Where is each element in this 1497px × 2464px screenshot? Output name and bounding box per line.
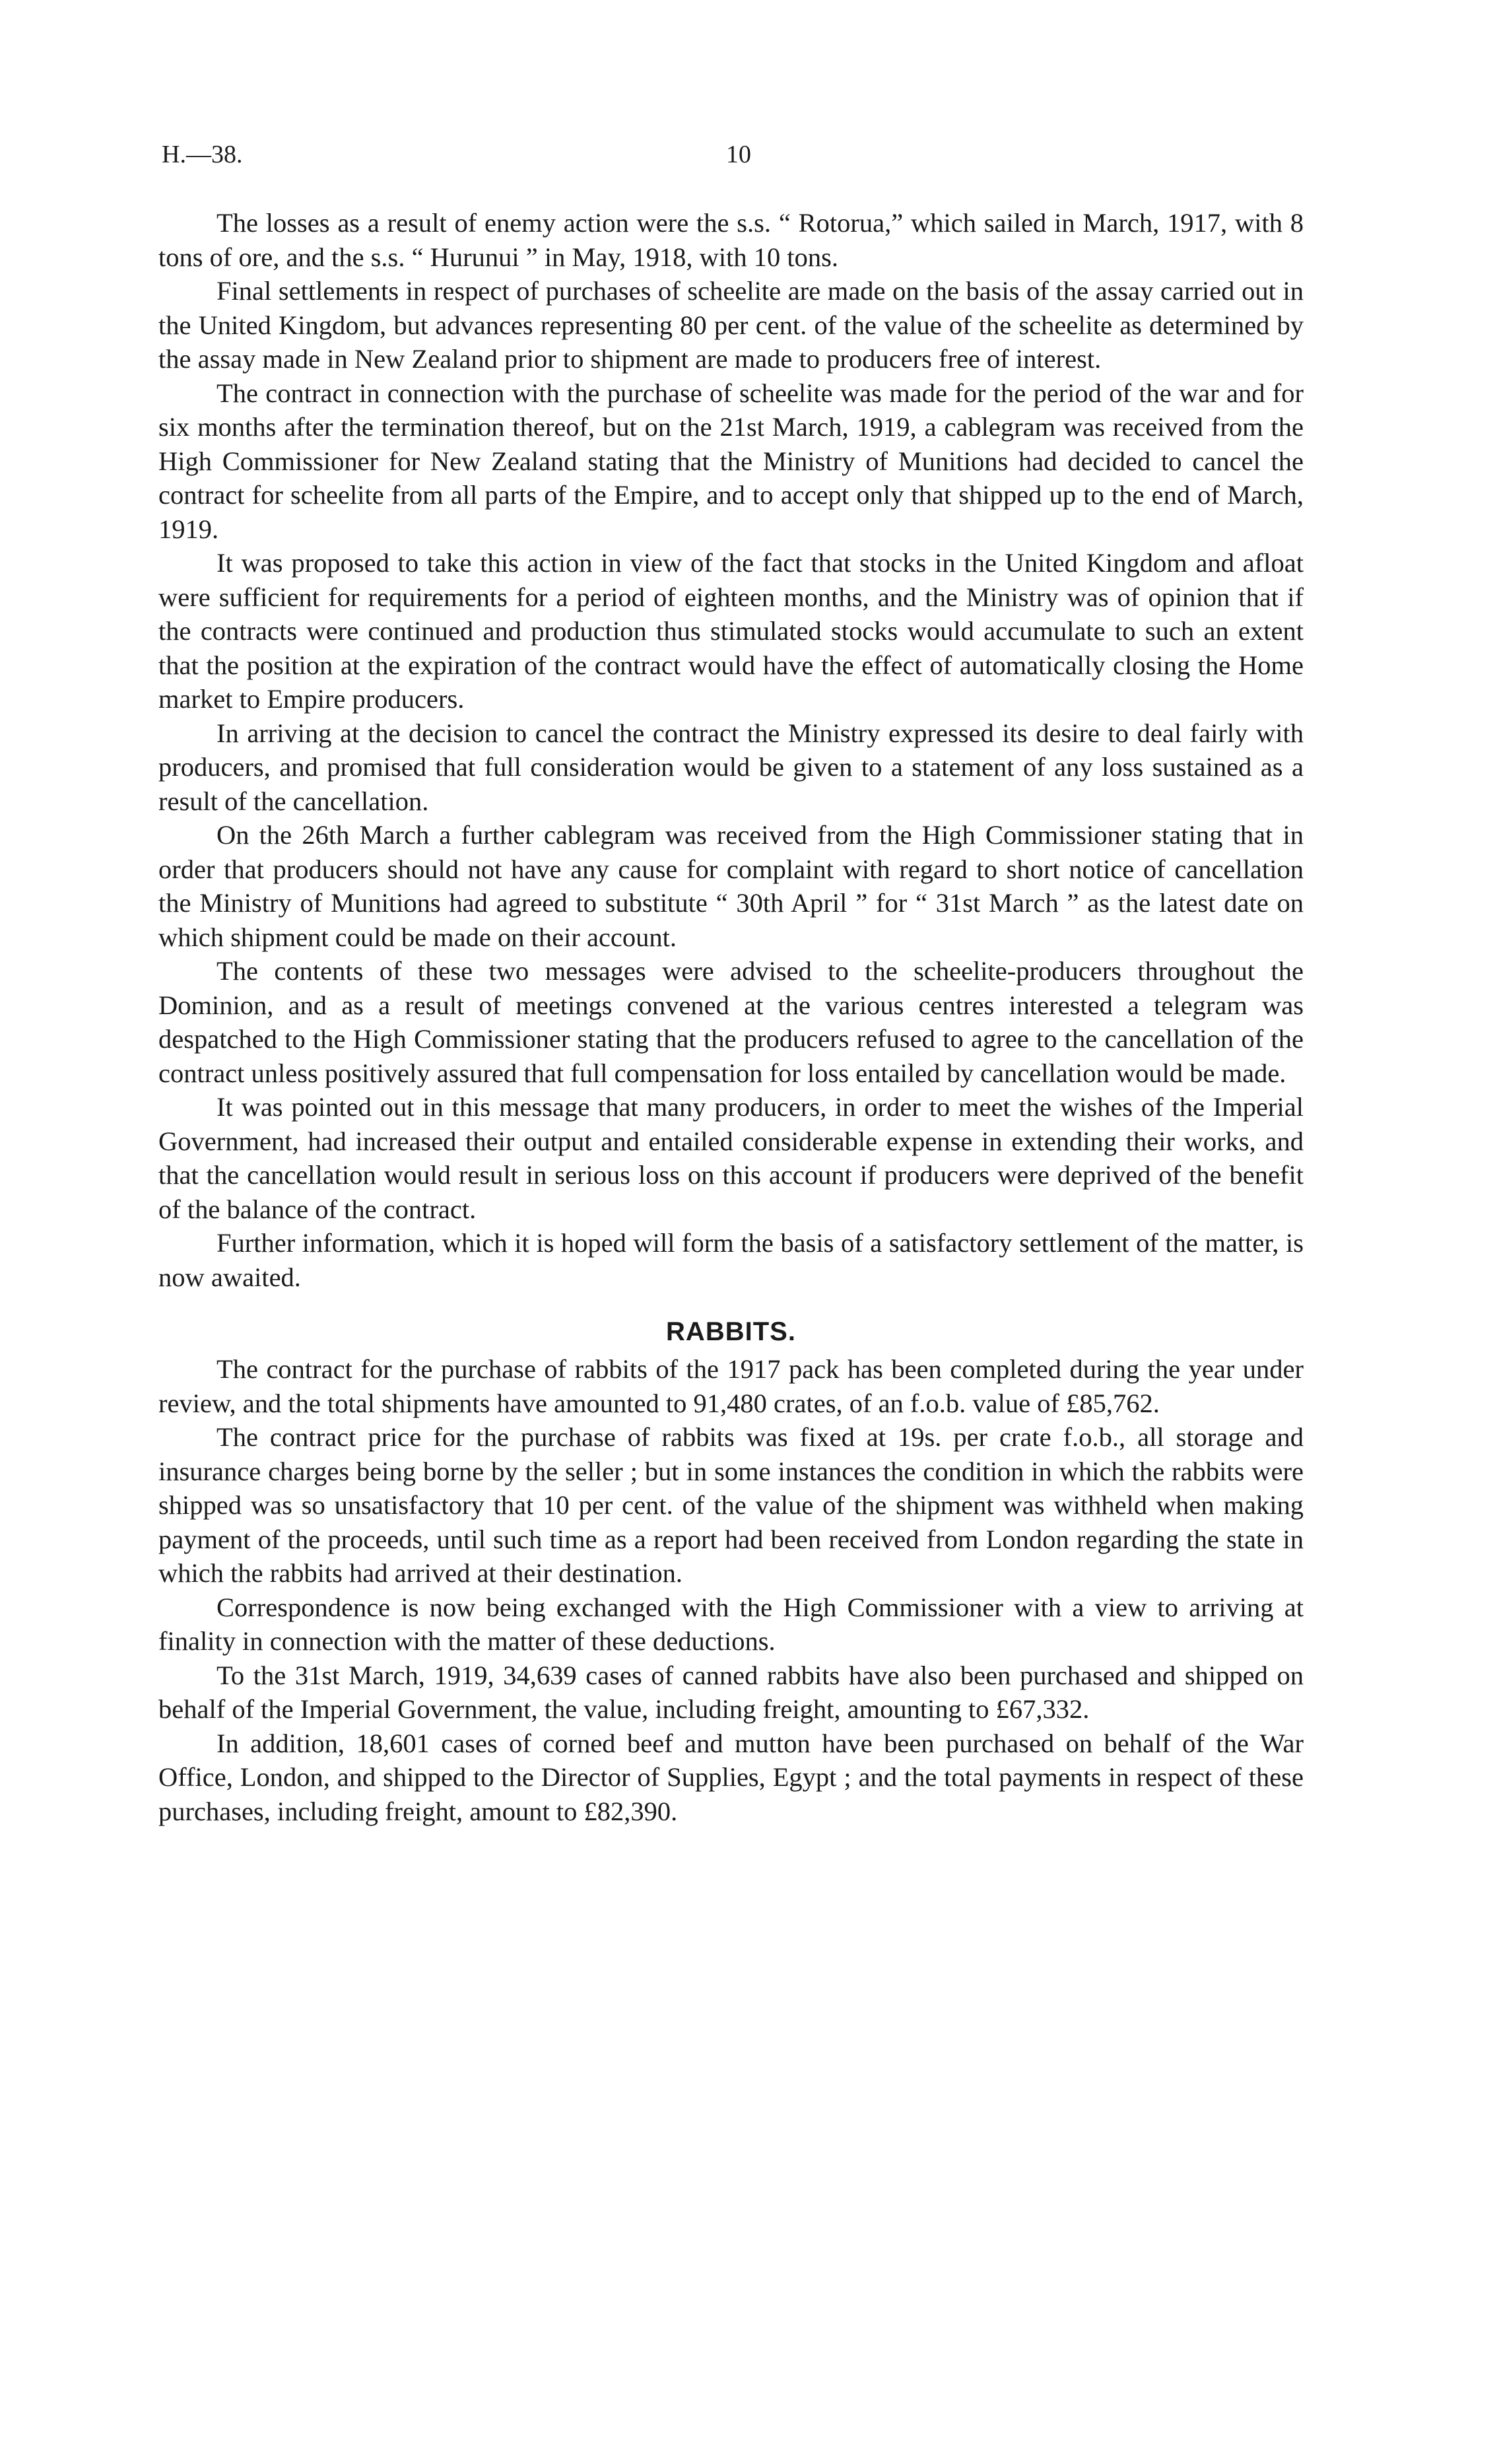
paragraph: In arriving at the decision to cancel the contract the Ministry expressed its desire to deal fairly with producers, and promised that full consideration would be given to a statement of any loss sustained as a result of the cancellation. [158, 718, 1304, 816]
paragraph: Correspondence is now being exchanged with the High Commissioner with a view to arriving at finality in connection with the matter of these deductions. [158, 1592, 1304, 1656]
document-reference: H.—38. [162, 141, 243, 168]
rabbits-section [158, 1352, 1304, 1828]
paragraph: The contract price for the purchase of rabbits was fixed at 19s. per crate f.o.b., all storage and insurance charges being borne by the seller ; but in some instances the condition in which the rabbits were shipped was so unsatisfactory that 10 per cent. of the value of the shipment was withheld when making payment of the proceeds, until such time as a report had been received from London regarding the state in which the rabbits had arrived at their destination. [158, 1422, 1304, 1588]
paragraph: The contract in connection with the purchase of scheelite was made for the period of the war and for six months after the termination thereof, but on the 21st March, 1919, a cablegram was received from the High Commissioner for New Zealand stating that the Ministry of Munitions had decided to cancel the contract for scheelite from all parts of the Empire, and to accept only that shipped up to the end of March, 1919. [158, 378, 1304, 544]
page-body [158, 206, 1304, 1828]
paragraph: Further information, which it is hoped will form the basis of a satisfactory settlement of the matter, is now awaited. [158, 1228, 1304, 1292]
paragraph: The losses as a result of enemy action were the s.s. “ Rotorua,” which sailed in March, 1917, with 8 tons of ore, and the s.s. “ Hurunui ” in May, 1918, with 10 tons. [158, 208, 1304, 272]
scheelite-section [158, 206, 1304, 1294]
paragraph: The contents of these two messages were advised to the scheelite-producers throughout the Dominion, and as a result of meetings convened at the various centres interested a telegram was despatched to the High Commissioner stating that the producers refused to agree to the cancellation of the contract unless positively assured that full compensation for loss entailed by cancellation would be made. [158, 956, 1304, 1088]
paragraph: To the 31st March, 1919, 34,639 cases of canned rabbits have also been purchased and shipped on behalf of the Imperial Government, the value, including freight, amounting to £67,332. [158, 1660, 1304, 1724]
paragraph: In addition, 18,601 cases of corned beef and mutton have been purchased on behalf of the War Office, London, and shipped to the Director of Supplies, Egypt ; and the total payments in respect of these purchases, including freight, amount to £82,390. [158, 1728, 1304, 1826]
paragraph: Final settlements in respect of purchases of scheelite are made on the basis of the assay carried out in the United Kingdom, but advances representing 80 per cent. of the value of the scheelite as determined by the assay made in New Zealand prior to shipment are made to producers free of interest. [158, 276, 1304, 374]
page-number: 10 [726, 141, 751, 168]
page-header [162, 140, 1337, 180]
section-heading-rabbits: RABBITS. [666, 1317, 796, 1346]
paragraph: It was pointed out in this message that many producers, in order to meet the wishes of the Imperial Government, had increased their output and entailed considerable expense in extending their works, and that the cancellation would result in serious loss on this account if producers were deprived of the benefit of the balance of the contract. [158, 1092, 1304, 1224]
paragraph: On the 26th March a further cablegram was received from the High Commissioner stating that in order that producers should not have any cause for complaint with regard to short notice of cancellation the Ministry of Munitions had agreed to substitute “ 30th April ” for “ 31st March ” as the latest date on which shipment could be made on their account. [158, 820, 1304, 952]
paragraph: The contract for the purchase of rabbits of the 1917 pack has been completed during the year under review, and the total shipments have amounted to 91,480 crates, of an f.o.b. value of £85,762. [158, 1354, 1304, 1418]
paragraph: It was proposed to take this action in view of the fact that stocks in the United Kingdom and afloat were sufficient for requirements for a period of eighteen months, and the Ministry was of opinion that if the contracts were continued and production thus stimulated stocks would accumulate to such an extent that the position at the expiration of the contract would have the effect of automatically closing the Home market to Empire producers. [158, 548, 1304, 714]
